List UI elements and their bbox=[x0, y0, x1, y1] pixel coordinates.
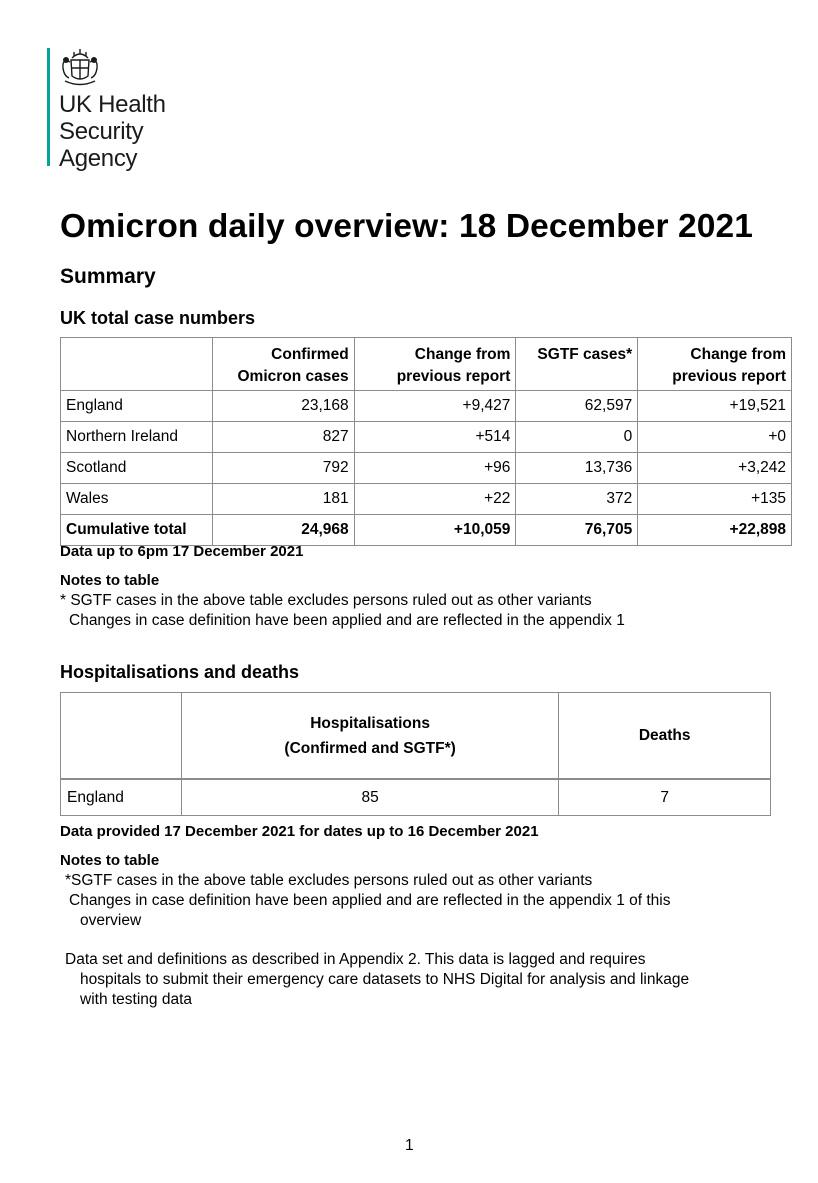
table-row bbox=[61, 422, 792, 453]
hosp-data-note: Data provided 17 December 2021 for dates up to 16 December 2021 bbox=[60, 823, 539, 840]
table-header-row bbox=[61, 693, 771, 780]
case-numbers-heading: UK total case numbers bbox=[60, 308, 256, 328]
hospitalisations-heading: Hospitalisations and deaths bbox=[60, 662, 300, 682]
region-cell: Northern Ireland bbox=[61, 422, 213, 453]
column-header-confirmed: Confirmed Omicron cases bbox=[212, 338, 354, 391]
confirmed-cell: 181 bbox=[212, 484, 354, 515]
column-header-sgtf-change: Change from previous report bbox=[638, 338, 792, 391]
appendix-paragraph-line-2: hospitals to submit their emergency care datasets to NHS Digital for analysis and linkage bbox=[80, 971, 690, 988]
column-header-region bbox=[61, 338, 213, 391]
total-change-cell: +10,059 bbox=[354, 515, 516, 546]
sgtf-change-cell: +19,521 bbox=[638, 391, 792, 422]
change-cell: +514 bbox=[354, 422, 516, 453]
column-header-change: Change from previous report bbox=[354, 338, 516, 391]
sgtf-change-cell: +3,242 bbox=[638, 453, 792, 484]
table-row bbox=[61, 453, 792, 484]
table-row bbox=[61, 779, 771, 816]
royal-crest-icon bbox=[57, 48, 103, 88]
hospitalisations-table bbox=[60, 692, 771, 816]
change-cell: +22 bbox=[354, 484, 516, 515]
cases-notes-heading: Notes to table bbox=[60, 572, 160, 589]
total-sgtf-change-cell: +22,898 bbox=[638, 515, 792, 546]
agency-name-line-1: UK Health bbox=[59, 91, 166, 118]
total-confirmed-cell: 24,968 bbox=[212, 515, 354, 546]
region-cell: Scotland bbox=[61, 453, 213, 484]
cases-note-1: * SGTF cases in the above table excludes persons ruled out as other variants bbox=[60, 592, 592, 609]
total-sgtf-cell: 76,705 bbox=[516, 515, 638, 546]
column-header-deaths: Deaths bbox=[559, 693, 771, 780]
logo-accent-bar bbox=[47, 48, 50, 166]
cases-data-note: Data up to 6pm 17 December 2021 bbox=[60, 543, 304, 560]
sgtf-change-cell: +0 bbox=[638, 422, 792, 453]
cases-note-2: Changes in case definition have been applied and are reflected in the appendix 1 bbox=[69, 612, 625, 629]
hosp-note-2-line-2: overview bbox=[80, 912, 142, 929]
total-row bbox=[61, 515, 792, 546]
column-header-sgtf: SGTF cases* bbox=[516, 338, 638, 391]
page-title: Omicron daily overview: 18 December 2021 bbox=[60, 208, 753, 245]
column-header-hospitalisations: Hospitalisations (Confirmed and SGTF*) bbox=[181, 693, 558, 780]
total-label-cell: Cumulative total bbox=[61, 515, 213, 546]
hosp-notes-heading: Notes to table bbox=[60, 852, 160, 869]
deaths-cell: 7 bbox=[559, 779, 771, 816]
sgtf-change-cell: +135 bbox=[638, 484, 792, 515]
hosp-note-2-line-1: Changes in case definition have been applied and are reflected in the appendix 1 of this bbox=[69, 892, 671, 909]
page-number: 1 bbox=[405, 1137, 414, 1154]
region-cell: Wales bbox=[61, 484, 213, 515]
summary-heading: Summary bbox=[60, 265, 156, 288]
sgtf-cell: 372 bbox=[516, 484, 638, 515]
agency-name-line-3: Agency bbox=[59, 145, 138, 172]
table-row bbox=[61, 391, 792, 422]
column-header-region bbox=[61, 693, 182, 780]
change-cell: +9,427 bbox=[354, 391, 516, 422]
sgtf-cell: 13,736 bbox=[516, 453, 638, 484]
sgtf-cell: 0 bbox=[516, 422, 638, 453]
table-row bbox=[61, 484, 792, 515]
case-numbers-table bbox=[60, 337, 792, 546]
table-header-row bbox=[61, 338, 792, 391]
region-cell: England bbox=[61, 779, 182, 816]
hospitalisations-cell: 85 bbox=[181, 779, 558, 816]
agency-name-line-2: Security bbox=[59, 118, 144, 145]
appendix-paragraph-line-1: Data set and definitions as described in Appendix 2. This data is lagged and requires bbox=[65, 951, 646, 968]
region-cell: England bbox=[61, 391, 213, 422]
confirmed-cell: 827 bbox=[212, 422, 354, 453]
confirmed-cell: 23,168 bbox=[212, 391, 354, 422]
sgtf-cell: 62,597 bbox=[516, 391, 638, 422]
confirmed-cell: 792 bbox=[212, 453, 354, 484]
hosp-note-1: *SGTF cases in the above table excludes persons ruled out as other variants bbox=[65, 872, 593, 889]
change-cell: +96 bbox=[354, 453, 516, 484]
appendix-paragraph-line-3: with testing data bbox=[80, 991, 193, 1008]
